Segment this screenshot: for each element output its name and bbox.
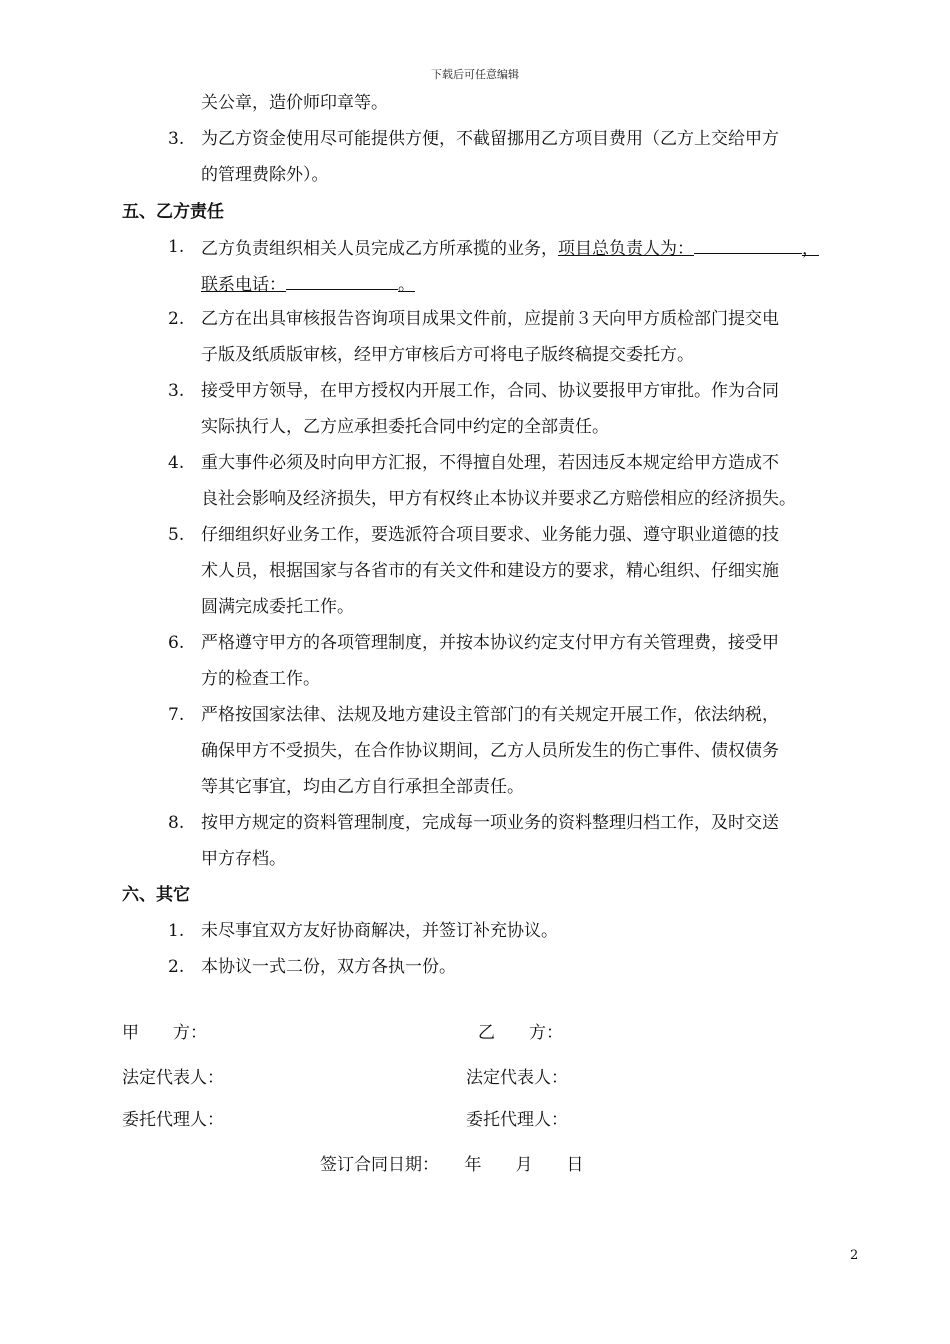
section5-item3-line1: 接受甲方领导，在甲方授权内开展工作，合同、协议要报甲方审批。作为合同	[201, 381, 779, 401]
section5-item2-line2: 子版及纸质版审核，经甲方审核后方可将电子版终稿提交委托方。	[201, 345, 694, 365]
section5-item8-number: 8.	[168, 813, 185, 833]
party-b-agent-label: 委托代理人：	[466, 1110, 568, 1130]
section5-item4-line1: 重大事件必须及时向甲方汇报，不得擅自处理，若因违反本规定给甲方造成不	[201, 453, 779, 473]
project-lead-blank	[694, 235, 802, 254]
party-a-legal-rep-label: 法定代表人：	[122, 1068, 224, 1088]
party-b-label: 乙 方：	[478, 1023, 563, 1043]
party-a-agent-label: 委托代理人：	[122, 1110, 224, 1130]
section5-item8-line2: 甲方存档。	[201, 849, 286, 869]
section6-heading: 六、其它	[122, 885, 190, 905]
section5-item6-line1: 严格遵守甲方的各项管理制度，并按本协议约定支付甲方有关管理费，接受甲	[201, 633, 779, 653]
section6-item2-number: 2.	[168, 957, 185, 977]
section5-item2-line1: 乙方在出具审核报告咨询项目成果文件前，应提前３天向甲方质检部门提交电	[201, 309, 779, 329]
section5-item1-line2	[201, 271, 415, 297]
item1-comma: ，	[802, 239, 819, 259]
phone-label: 联系电话：	[201, 275, 286, 295]
section5-item5-number: 5.	[168, 525, 185, 545]
section5-item7-line1: 严格按国家法律、法规及地方建设主管部门的有关规定开展工作，依法纳税，	[201, 705, 779, 725]
section5-item8-line1: 按甲方规定的资料管理制度，完成每一项业务的资料整理归档工作，及时交送	[201, 813, 779, 833]
section6-item1-number: 1.	[168, 921, 185, 941]
section5-item6-number: 6.	[168, 633, 185, 653]
section5-item7-line2: 确保甲方不受损失，在合作协议期间，乙方人员所发生的伤亡事件、债权债务	[201, 741, 779, 761]
section5-item4-line2: 良社会影响及经济损失，甲方有权终止本协议并要求乙方赔偿相应的经济损失。	[201, 489, 796, 509]
section5-item3-number: 3.	[168, 381, 185, 401]
section5-item1-number: 1.	[168, 237, 185, 257]
section5-item2-number: 2.	[168, 309, 185, 329]
section5-item5-line1: 仔细组织好业务工作，要选派符合项目要求、业务能力强、遵守职业道德的技	[201, 525, 779, 545]
page-number: 2	[850, 1248, 859, 1263]
section5-item5-line3: 圆满完成委托工作。	[201, 597, 354, 617]
party-b-legal-rep-label: 法定代表人：	[466, 1068, 568, 1088]
section6-item2-text: 本协议一式二份，双方各执一份。	[201, 957, 456, 977]
signing-date-label: 签订合同日期： 年 月 日	[320, 1155, 584, 1175]
section5-item7-line3: 等其它事宜，均由乙方自行承担全部责任。	[201, 777, 524, 797]
section5-item3-line2: 实际执行人，乙方应承担委托合同中约定的全部责任。	[201, 417, 609, 437]
page-header: 下载后可任意编辑	[431, 68, 519, 81]
section4-item3-number: 3.	[168, 129, 185, 149]
phone-blank	[286, 271, 398, 290]
section6-item1-text: 未尽事宜双方友好协商解决，并签订补充协议。	[201, 921, 558, 941]
section5-item4-number: 4.	[168, 453, 185, 473]
party-a-label: 甲 方：	[122, 1023, 207, 1043]
item1-text: 乙方负责组织相关人员完成乙方所承揽的业务，	[201, 239, 558, 259]
section4-item2-continuation: 关公章，造价师印章等。	[201, 93, 388, 113]
project-lead-label: 项目总负责人为：	[558, 239, 694, 259]
section5-item6-line2: 方的检查工作。	[201, 669, 320, 689]
section5-item1-line1	[201, 235, 819, 261]
section5-item5-line2: 术人员，根据国家与各省市的有关文件和建设方的要求，精心组织、仔细实施	[201, 561, 779, 581]
section4-item3-line2: 的管理费除外）。	[201, 165, 329, 185]
section4-item3-line1: 为乙方资金使用尽可能提供方便，不截留挪用乙方项目费用（乙方上交给甲方	[201, 129, 779, 149]
phone-period: 。	[398, 275, 415, 295]
section5-heading: 五、乙方责任	[122, 202, 224, 222]
section5-item7-number: 7.	[168, 705, 185, 725]
